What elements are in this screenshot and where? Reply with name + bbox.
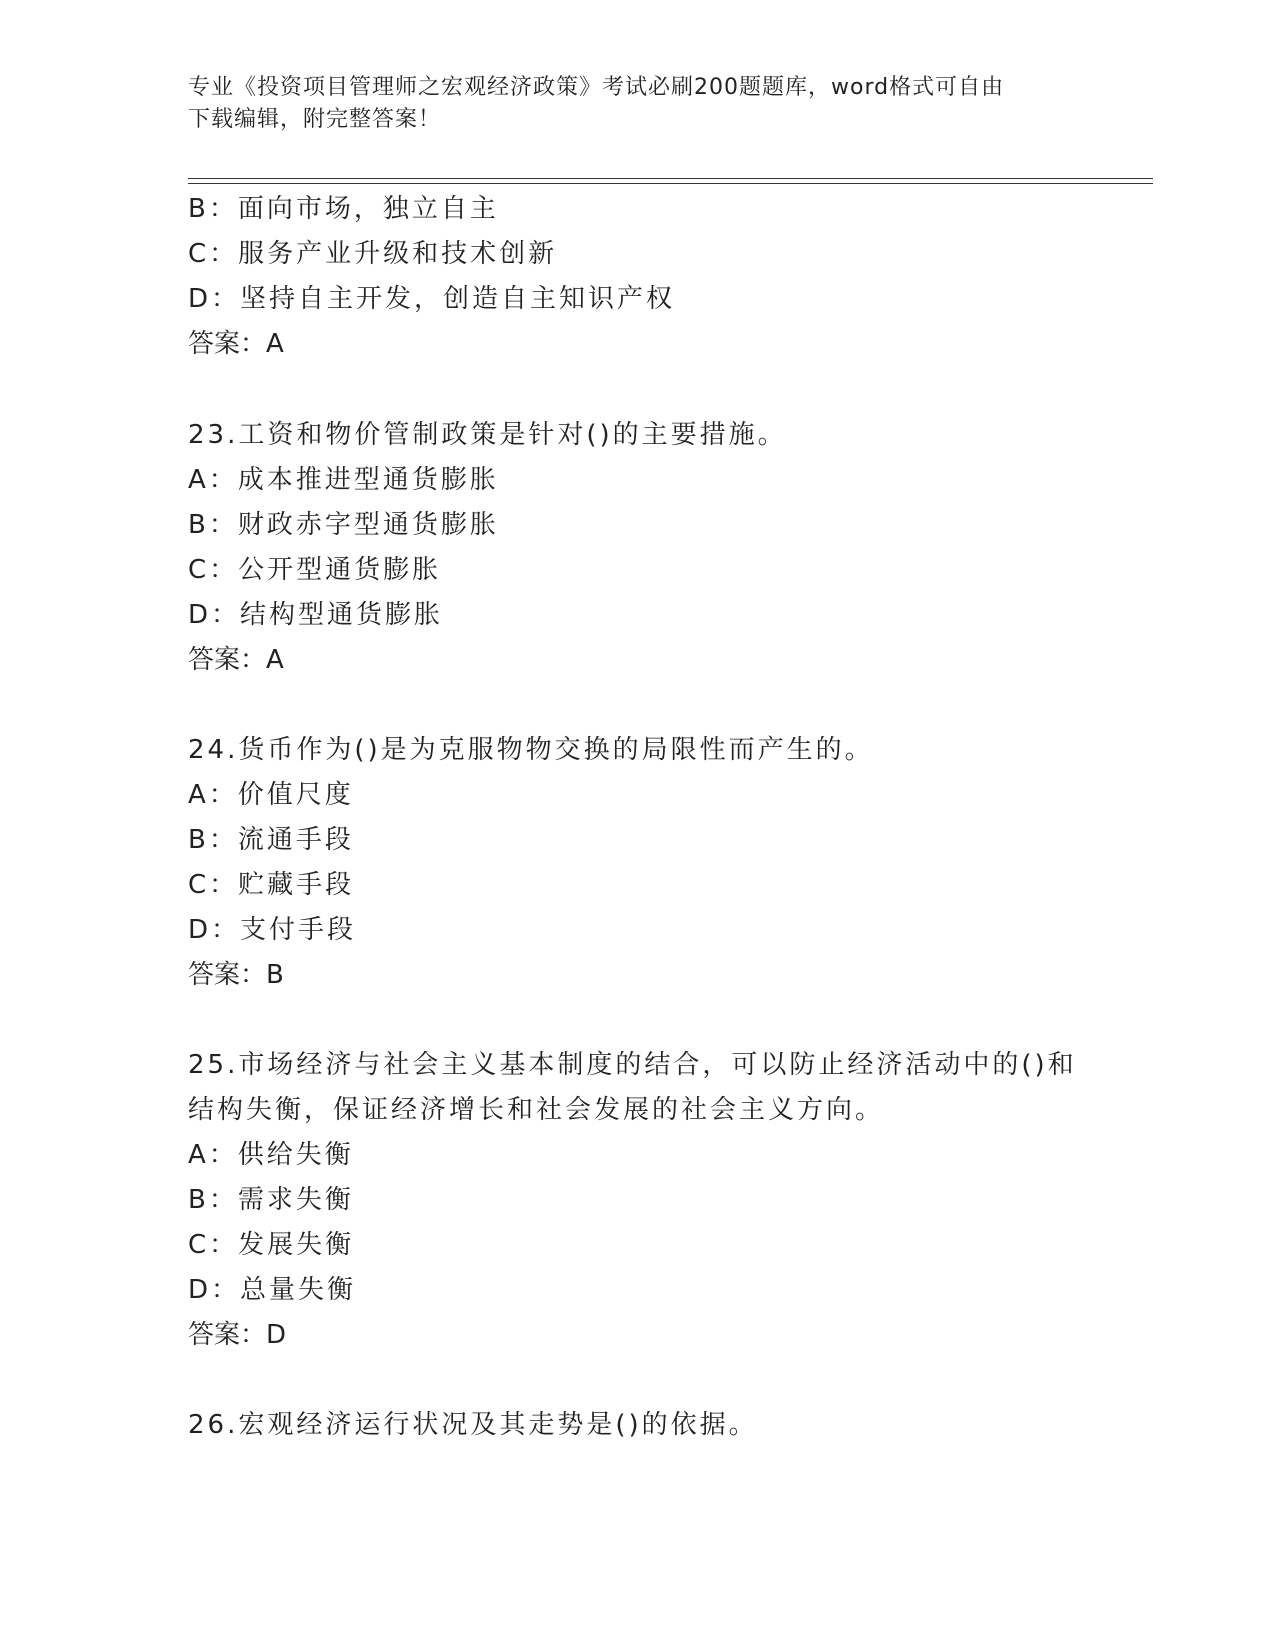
q24-answer: 答案：B [188, 960, 284, 990]
q25-option-a: A：供给失衡 [188, 1140, 354, 1170]
q25-answer: 答案：D [188, 1320, 287, 1350]
q25-question-line-1: 25.市场经济与社会主义基本制度的结合，可以防止经济活动中的()和 [188, 1050, 1077, 1080]
q24-option-d: D：支付手段 [188, 915, 357, 945]
q23-option-d: D：结构型通货膨胀 [188, 600, 444, 630]
q24-option-c: C：贮藏手段 [188, 870, 355, 900]
q23-question: 23.工资和物价管制政策是针对()的主要措施。 [188, 420, 787, 450]
q26-question: 26.宏观经济运行状况及其走势是()的依据。 [188, 1410, 758, 1440]
prev-option-d: D：坚持自主开发，创造自主知识产权 [188, 284, 676, 314]
q23-option-c: C：公开型通货膨胀 [188, 555, 442, 585]
prev-option-b: B：面向市场，独立自主 [188, 194, 499, 224]
q25-option-c: C：发展失衡 [188, 1230, 355, 1260]
prev-answer: 答案：A [188, 329, 284, 359]
header-divider-bottom [188, 183, 1153, 184]
header-line-2: 下载编辑，附完整答案！ [188, 107, 442, 132]
q23-answer: 答案：A [188, 645, 284, 675]
q24-option-a: A：价值尺度 [188, 780, 354, 810]
q23-option-b: B：财政赤字型通货膨胀 [188, 510, 499, 540]
q25-question-line-2: 结构失衡，保证经济增长和社会发展的社会主义方向。 [188, 1095, 885, 1125]
prev-option-c: C：服务产业升级和技术创新 [188, 239, 558, 269]
document-header [188, 72, 1078, 136]
q25-option-d: D：总量失衡 [188, 1275, 357, 1305]
header-line-1: 专业《投资项目管理师之宏观经济政策》考试必刷200题题库，word格式可自由 [188, 75, 1005, 100]
q24-question: 24.货币作为()是为克服物物交换的局限性而产生的。 [188, 735, 874, 765]
header-divider-top [188, 178, 1153, 179]
q24-option-b: B：流通手段 [188, 825, 354, 855]
q23-option-a: A：成本推进型通货膨胀 [188, 465, 499, 495]
q25-option-b: B：需求失衡 [188, 1185, 354, 1215]
